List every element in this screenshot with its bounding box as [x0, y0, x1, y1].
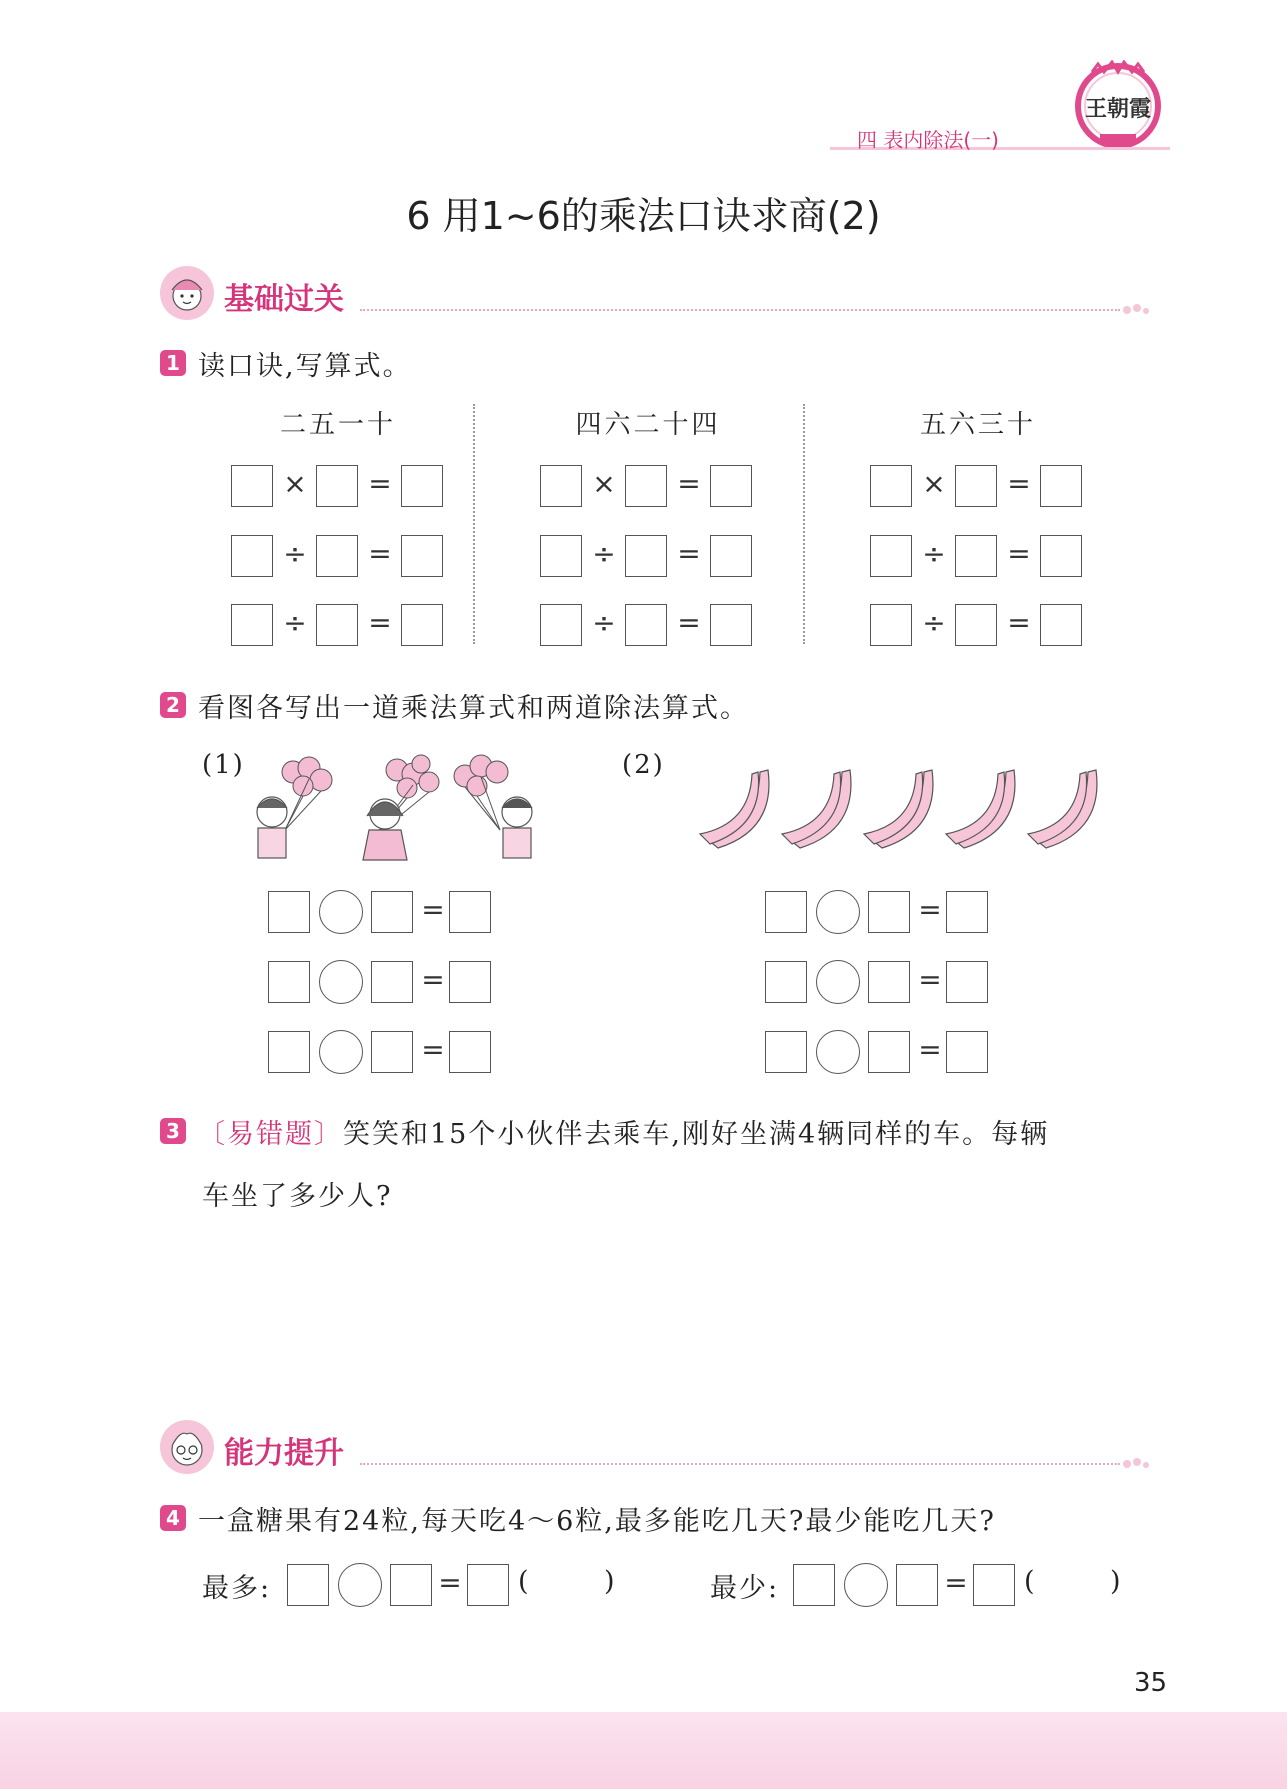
section-rule [360, 1463, 1120, 1465]
answer-box[interactable] [268, 891, 310, 933]
equals-sign: = [677, 467, 701, 500]
decor-dots [1122, 302, 1150, 316]
section-heading-advanced [160, 1420, 1150, 1476]
equals-sign: = [438, 1566, 462, 1599]
error-prone-tag: 〔易错题〕 [198, 1119, 343, 1150]
paren-close: ) [1110, 1566, 1123, 1597]
equals-sign: = [918, 893, 942, 926]
divide-sign: ÷ [283, 537, 307, 570]
answer-box[interactable] [540, 604, 582, 646]
equals-sign: = [677, 606, 701, 639]
question-number-3: 3 [160, 1118, 186, 1144]
answer-box[interactable] [870, 535, 912, 577]
answer-box[interactable] [316, 465, 358, 507]
question-3-line-1 [198, 1112, 1049, 1151]
answer-box[interactable] [449, 1031, 491, 1073]
answer-box[interactable] [371, 961, 413, 1003]
bananas-illustration [698, 760, 1108, 850]
equals-sign: = [421, 893, 445, 926]
answer-box[interactable] [710, 465, 752, 507]
operator-circle[interactable] [816, 1030, 860, 1074]
answer-box[interactable] [316, 604, 358, 646]
answer-box[interactable] [231, 604, 273, 646]
answer-box[interactable] [710, 535, 752, 577]
column-divider [803, 404, 805, 644]
answer-box[interactable] [401, 465, 443, 507]
question-number-2: 2 [160, 692, 186, 718]
equals-sign: = [1007, 467, 1031, 500]
answer-box[interactable] [973, 1564, 1015, 1606]
answer-box[interactable] [765, 961, 807, 1003]
most-label: 最多: [202, 1573, 272, 1604]
times-sign: × [592, 467, 616, 500]
question-1-text: 读口诀,写算式。 [198, 351, 412, 382]
answer-box[interactable] [946, 1031, 988, 1073]
answer-box[interactable] [1040, 465, 1082, 507]
equals-sign: = [421, 963, 445, 996]
operator-circle[interactable] [816, 890, 860, 934]
part-2-label: (2) [622, 750, 665, 780]
divide-sign: ÷ [922, 606, 946, 639]
answer-box[interactable] [896, 1564, 938, 1606]
equals-sign: = [368, 606, 392, 639]
equals-sign: = [944, 1566, 968, 1599]
operator-circle[interactable] [319, 960, 363, 1004]
children-with-balloons-illustration [245, 750, 555, 865]
divide-sign: ÷ [592, 606, 616, 639]
answer-box[interactable] [467, 1564, 509, 1606]
answer-box[interactable] [1040, 604, 1082, 646]
chapter-label: 四 表内除法(一) [857, 128, 999, 152]
equals-sign: = [421, 1033, 445, 1066]
answer-box[interactable] [955, 465, 997, 507]
answer-box[interactable] [401, 535, 443, 577]
least-label: 最少: [710, 1573, 780, 1604]
answer-blank[interactable] [1042, 1564, 1108, 1606]
koujue-1: 二五一十 [279, 410, 396, 440]
equals-sign: = [368, 467, 392, 500]
answer-box[interactable] [401, 604, 443, 646]
equals-sign: = [677, 537, 701, 570]
operator-circle[interactable] [319, 1030, 363, 1074]
equals-sign: = [918, 1033, 942, 1066]
answer-blank[interactable] [536, 1564, 602, 1606]
answer-box[interactable] [946, 961, 988, 1003]
answer-box[interactable] [287, 1564, 329, 1606]
equals-sign: = [918, 963, 942, 996]
answer-box[interactable] [449, 891, 491, 933]
answer-box[interactable] [316, 535, 358, 577]
divide-sign: ÷ [283, 606, 307, 639]
answer-box[interactable] [231, 535, 273, 577]
koujue-2: 四六二十四 [575, 410, 721, 440]
answer-box[interactable] [371, 1031, 413, 1073]
divide-sign: ÷ [592, 537, 616, 570]
paren-open: ( [1024, 1566, 1037, 1597]
bottom-band [0, 1712, 1287, 1789]
answer-box[interactable] [449, 961, 491, 1003]
answer-box[interactable] [868, 1031, 910, 1073]
answer-box[interactable] [870, 465, 912, 507]
page-title: 6 用1~6的乘法口诀求商(2) [406, 194, 881, 238]
answer-box[interactable] [268, 961, 310, 1003]
question-4-text: 一盒糖果有24粒,每天吃4～6粒,最多能吃几天?最少能吃几天? [198, 1506, 996, 1537]
equals-sign: = [368, 537, 392, 570]
section-title-basic: 基础过关 [224, 282, 344, 317]
operator-circle[interactable] [319, 890, 363, 934]
answer-box[interactable] [710, 604, 752, 646]
answer-box[interactable] [540, 465, 582, 507]
page-number: 35 [1134, 1668, 1168, 1698]
question-number-1: 1 [160, 350, 186, 376]
answer-box[interactable] [371, 891, 413, 933]
koujue-3: 五六三十 [919, 410, 1036, 440]
answer-box[interactable] [1040, 535, 1082, 577]
brand-name: 王朝霞 [1084, 96, 1151, 122]
equals-sign: = [1007, 606, 1031, 639]
answer-box[interactable] [390, 1564, 432, 1606]
part-1-label: (1) [202, 750, 245, 780]
answer-box[interactable] [540, 535, 582, 577]
boy-avatar-icon [160, 1420, 214, 1474]
answer-box[interactable] [946, 891, 988, 933]
answer-box[interactable] [765, 891, 807, 933]
answer-box[interactable] [231, 465, 273, 507]
equals-sign: = [1007, 537, 1031, 570]
divide-sign: ÷ [922, 537, 946, 570]
section-title-advanced: 能力提升 [224, 1436, 344, 1471]
section-heading-basic [160, 266, 1150, 322]
times-sign: × [922, 467, 946, 500]
decor-dots [1122, 1456, 1150, 1470]
question-number-4: 4 [160, 1505, 186, 1531]
column-divider [473, 404, 475, 644]
operator-circle[interactable] [844, 1563, 888, 1607]
paren-close: ) [604, 1566, 617, 1597]
answer-box[interactable] [793, 1564, 835, 1606]
answer-box[interactable] [765, 1031, 807, 1073]
answer-box[interactable] [625, 535, 667, 577]
answer-box[interactable] [268, 1031, 310, 1073]
answer-box[interactable] [955, 604, 997, 646]
operator-circle[interactable] [816, 960, 860, 1004]
operator-circle[interactable] [338, 1563, 382, 1607]
girl-avatar-icon [160, 266, 214, 320]
question-3-text: 笑笑和15个小伙伴去乘车,刚好坐满4辆同样的车。每辆 [343, 1119, 1050, 1150]
answer-box[interactable] [868, 961, 910, 1003]
answer-box[interactable] [868, 891, 910, 933]
times-sign: × [283, 467, 307, 500]
answer-box[interactable] [625, 465, 667, 507]
paren-open: ( [518, 1566, 531, 1597]
answer-box[interactable] [625, 604, 667, 646]
section-rule [360, 309, 1120, 311]
question-3-line-2: 车坐了多少人? [202, 1181, 393, 1212]
question-2-text: 看图各写出一道乘法算式和两道除法算式。 [198, 693, 749, 724]
answer-box[interactable] [870, 604, 912, 646]
answer-box[interactable] [955, 535, 997, 577]
